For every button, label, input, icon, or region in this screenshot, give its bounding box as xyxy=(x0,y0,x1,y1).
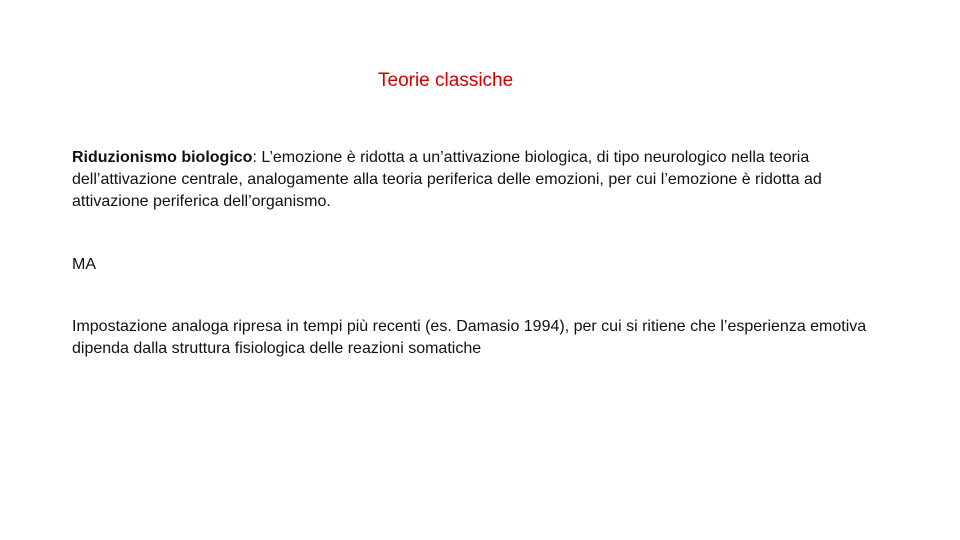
paragraph-impostazione: Impostazione analoga ripresa in tempi più recenti (es. Damasio 1994), per cui si ritiene che l’esperienza emotiva dipenda dalla struttura fisiologica delle reazioni somatiche xyxy=(72,318,867,357)
paragraph-riduzionismo-text: L’emozione è ridotta a un’attivazione biologica, di tipo neurologico nella teoria dell’attivazione centrale, analogamente alla teoria periferica delle emozioni, per cui l’emozione è ridotta ad attivazione periferica dell’organismo. xyxy=(72,149,822,210)
paragraph-ma: MA xyxy=(72,256,96,273)
term-colon: : xyxy=(252,149,257,166)
term-riduzionismo-biologico: Riduzionismo biologico xyxy=(72,149,253,166)
paragraph-riduzionismo xyxy=(72,147,872,213)
slide-title: Teorie classiche xyxy=(378,70,514,91)
